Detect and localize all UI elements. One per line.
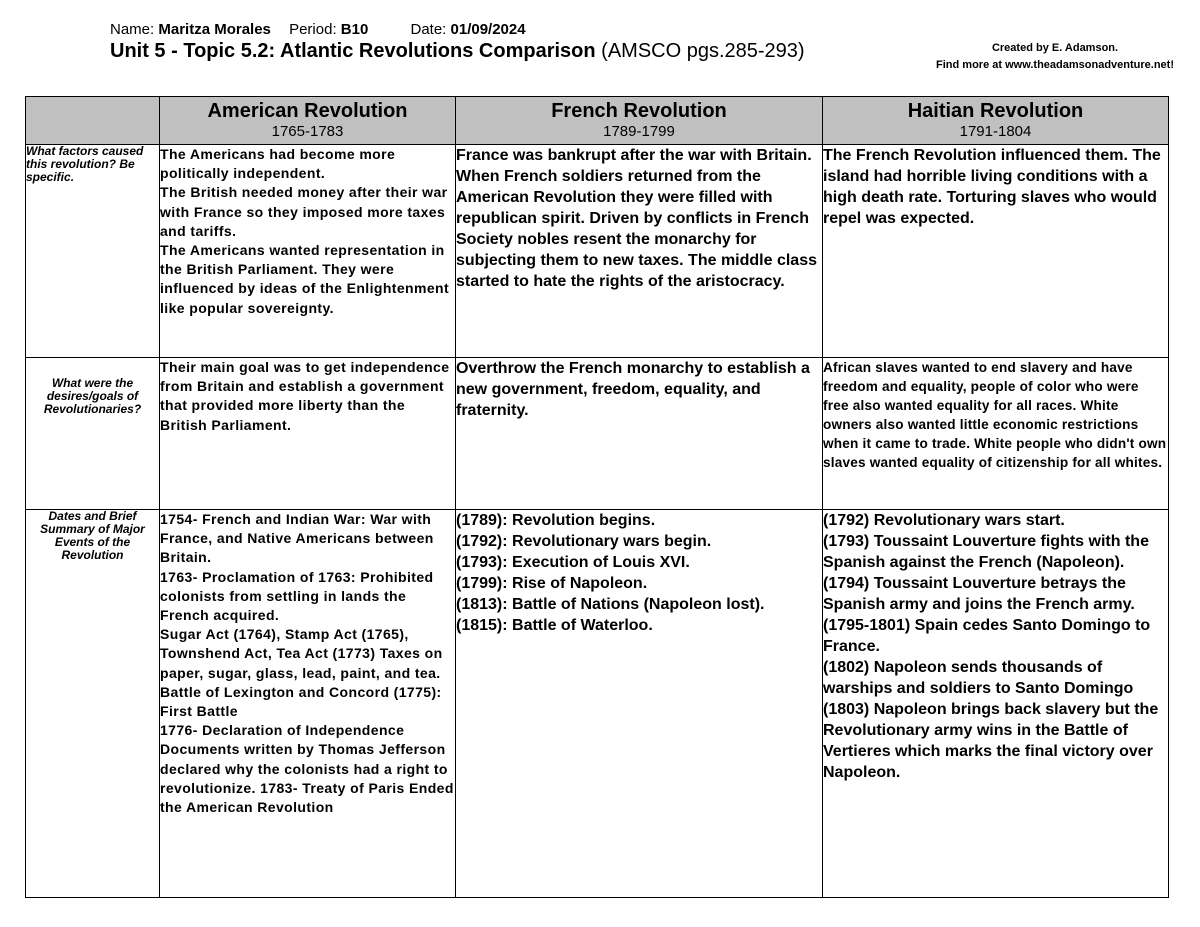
column-title: French Revolution xyxy=(551,100,727,122)
date-value: 01/09/2024 xyxy=(450,21,526,38)
cell-paragraph: 1754- French and Indian War: War with France, and Native Americans between Britain. xyxy=(160,511,434,566)
header-corner-cell xyxy=(26,97,160,145)
row-label: Dates and Brief Summary of Major Events of the Revolution xyxy=(26,510,160,898)
cell-paragraph: (1793): Execution of Louis XVI. xyxy=(456,554,690,571)
cell-paragraph: 1763- Proclamation of 1763: Prohibited colonists from settling in lands the French acquired. xyxy=(160,568,434,624)
period-label: Period: xyxy=(289,21,337,38)
column-title: American Revolution xyxy=(207,100,408,122)
cell-paragraph: (1813): Battle of Nations (Napoleon lost). xyxy=(456,596,765,613)
cell-paragraph: France was bankrupt after the war with Britain. When French soldiers returned from the American Revolution they were filled with republican spirit. Driven by conflicts in French Society nobles resent the monarchy for subjecting them to new taxes. The middle class started to hate the rights of the aristocracy. xyxy=(456,147,817,290)
table-header-row xyxy=(26,97,1169,145)
cell-paragraph: (1799): Rise of Napoleon. xyxy=(456,575,648,592)
cell-paragraph: (1789): Revolution begins. xyxy=(456,512,656,529)
credit-block xyxy=(936,40,1174,74)
cell-paragraph: African slaves wanted to end slavery and have freedom and equality, people of color who were free also wanted equality for all races. White owners also wanted little economic restrictions when it came to trade. White people who didn't own slaves wanted equality of citizenship for all whites. xyxy=(823,360,1167,470)
date-label: Date: xyxy=(410,21,447,38)
page-title xyxy=(110,40,805,63)
column-years: 1791-1804 xyxy=(959,123,1032,140)
cell-paragraph: (1792) Revolutionary wars start. xyxy=(823,512,1065,529)
cell-french-events[interactable] xyxy=(456,510,823,898)
cell-paragraph: The British needed money after their war with France so they imposed more taxes and tariffs. xyxy=(160,184,448,239)
row-label: What factors caused this revolution? Be specific. xyxy=(26,145,160,358)
cell-paragraph: (1792): Revolutionary wars begin. xyxy=(456,533,712,550)
cell-paragraph: (1815): Battle of Waterloo. xyxy=(456,617,653,634)
cell-paragraph: Sugar Act (1764), Stamp Act (1765), Townshend Act, Tea Act (1773) Taxes on paper, sugar, glass, lead, paint, and tea. xyxy=(160,626,443,681)
cell-paragraph: The Americans wanted representation in the British Parliament. They were influenced by ideas of the Enlightenment like popular sovereignty. xyxy=(160,242,450,316)
comparison-table xyxy=(25,96,1169,898)
cell-haitian-causes[interactable] xyxy=(823,145,1169,358)
cell-paragraph: (1802) Napoleon sends thousands of warships and soldiers to Santo Domingo xyxy=(823,659,1134,697)
table-row-events xyxy=(26,510,1169,898)
cell-paragraph: (1793) Toussaint Louverture fights with the Spanish against the French (Napoleon). xyxy=(823,533,1149,571)
cell-paragraph: (1794) Toussaint Louverture betrays the Spanish army and joins the French army. xyxy=(823,575,1135,613)
cell-american-causes[interactable] xyxy=(160,145,456,358)
cell-haitian-goals[interactable] xyxy=(823,358,1169,510)
table-row-causes xyxy=(26,145,1169,358)
cell-paragraph: (1795-1801) Spain cedes Santo Domingo to France. xyxy=(823,617,1151,655)
cell-french-causes[interactable] xyxy=(456,145,823,358)
cell-paragraph: Their main goal was to get independence from Britain and establish a government that provided more liberty than the British Parliament. xyxy=(160,359,450,433)
credit-author: Created by E. Adamson. xyxy=(991,42,1119,54)
column-years: 1765-1783 xyxy=(271,123,344,140)
cell-paragraph: Battle of Lexington and Concord (1775): First Battle xyxy=(160,683,442,720)
student-info-line xyxy=(110,21,526,38)
cell-american-goals[interactable] xyxy=(160,358,456,510)
page-title-pages: (AMSCO pgs.285-293) xyxy=(601,40,805,62)
name-value: Maritza Morales xyxy=(158,21,271,38)
cell-paragraph: 1776- Declaration of Independence Documents written by Thomas Jefferson declared why the colonists had a right to revolutionize. 1783- Treaty of Paris Ended the American Revolution xyxy=(160,722,454,816)
credit-website: Find more at www.theadamsonadventure.net! xyxy=(936,59,1174,71)
cell-french-goals[interactable] xyxy=(456,358,823,510)
table-row-goals xyxy=(26,358,1169,510)
cell-paragraph: Overthrow the French monarchy to establish a new government, freedom, equality, and fraternity. xyxy=(456,360,810,419)
column-title: Haitian Revolution xyxy=(907,100,1084,122)
column-header-french xyxy=(456,97,823,145)
cell-paragraph: The Americans had become more politically independent. xyxy=(160,146,396,182)
row-label: What were the desires/goals of Revolutionaries? xyxy=(26,358,160,510)
cell-paragraph: The French Revolution influenced them. The island had horrible living conditions with a high death rate. Torturing slaves who would repel was expected. xyxy=(823,147,1161,227)
cell-paragraph: (1803) Napoleon brings back slavery but the Revolutionary army wins in the Battle of Vertieres which marks the final victory over Napoleon. xyxy=(823,701,1159,781)
column-header-american xyxy=(160,97,456,145)
page-title-main: Unit 5 - Topic 5.2: Atlantic Revolutions Comparison xyxy=(110,40,596,62)
cell-haitian-events[interactable] xyxy=(823,510,1169,898)
column-years: 1789-1799 xyxy=(603,123,675,140)
cell-american-events[interactable] xyxy=(160,510,456,898)
period-value: B10 xyxy=(340,21,369,38)
column-header-haitian xyxy=(823,97,1169,145)
name-label: Name: xyxy=(110,21,155,38)
